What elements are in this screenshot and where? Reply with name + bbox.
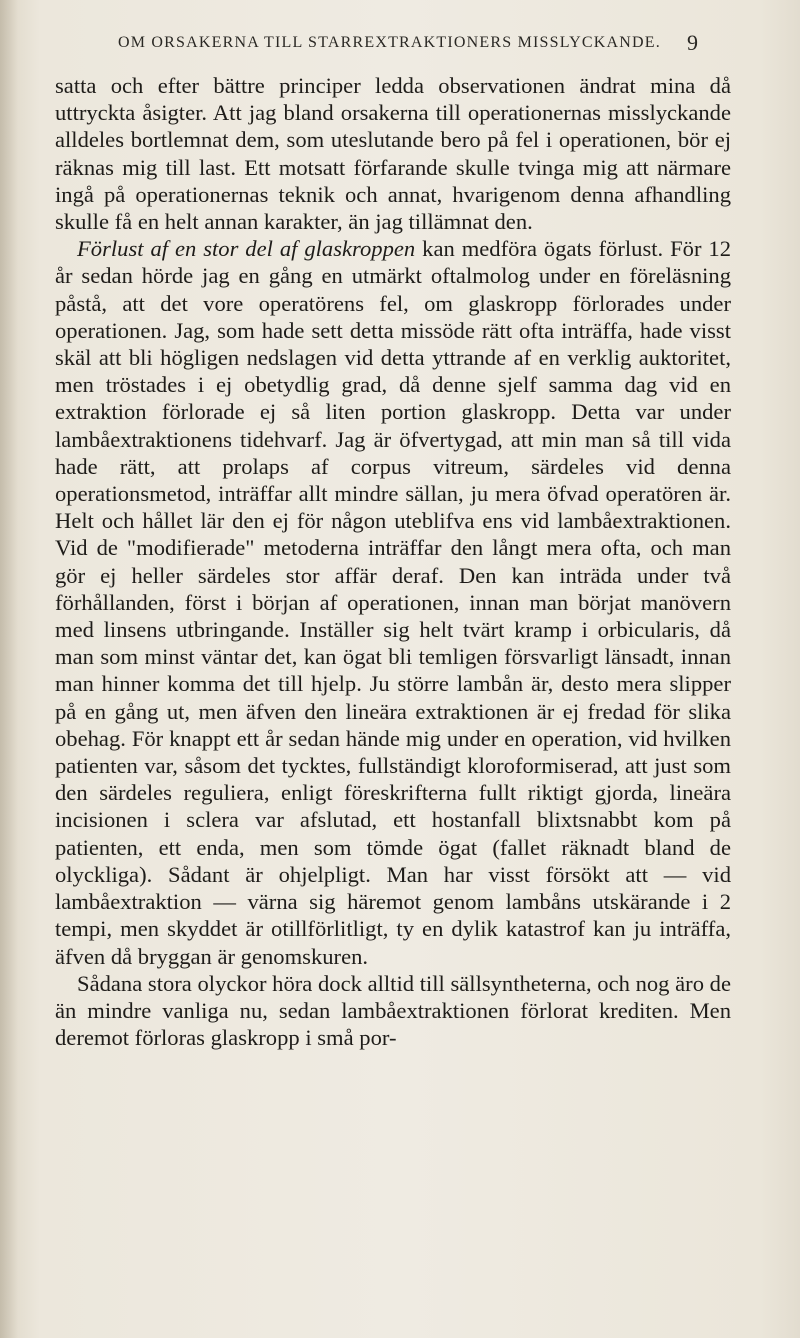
body-text (55, 72, 731, 1051)
page-number: 9 (687, 30, 698, 55)
running-title: OM ORSAKERNA TILL STARREXTRAKTIONERS MISSLYCKANDE. (118, 34, 661, 51)
paragraph-2 (55, 235, 731, 969)
paragraph-2-lead-heading: Förlust af en stor del af glaskroppen (77, 236, 416, 262)
paragraph-1-text: satta och efter bättre principer ledda observationen ändrat mina då uttryckta åsigter. Att jag bland orsakerna till operationernas misslyckande alldeles bortlemnat dem, som uteslutande bero på fel i operationen, bör ej räknas mig till last. Ett motsatt förfarande skulle tvinga mig att närmare ingå på operationernas teknik och annat, hvarigenom denna afhandling skulle få en helt annan karakter, än jag tillämnat den. (55, 73, 731, 235)
page-gutter-shadow (0, 0, 18, 1338)
paragraph-3-text: Sådana stora olyckor höra dock alltid till sällsyntheterna, och nog äro de än mindre vanliga nu, sedan lambåextraktionen förlorat krediten. Men deremot förloras glaskropp i små por- (55, 970, 731, 1051)
paragraph-2-text: kan medföra ögats förlust. För 12 år sedan hörde jag en gång en utmärkt oftalmolog under en föreläsning påstå, att det vore operatörens fel, om glaskropp förlorades under operationen. Jag, som hade sett detta missöde rätt ofta inträffa, hade visst skäl att bli högligen nedslagen vid detta yttrande af en verklig auktoritet, men tröstades i ej obetydlig grad, då denne sjelf samma dag vid en extraktion förlorade ej så liten portion glaskropp. Detta var under lambåextraktionens tidehvarf. Jag är öfvertygad, att min man så till vida hade rätt, att prolaps af corpus vitreum, särdeles vid denna operationsmetod, inträffar allt mindre sällan, ju mera öfvad operatören är. Helt och hållet lär den ej för någon uteblifva ens vid lambåextraktionen. Vid de "modifierade" metoderna inträffar den långt mera ofta, och man gör ej heller särdeles stor affär deraf. Den kan inträda under två förhållanden, först i början af operationen, innan man börjat manövern med linsens utbringande. Inställer sig helt tvärt kramp i orbicularis, då man som minst väntar det, kan ögat bli temligen försvarligt länsadt, innan man hinner komma det till hjelp. Ju större lambån är, desto mera slipper på en gång ut, men äfven den lineära extraktionen är ej fredad för slika obehag. För knappt ett år sedan hände mig under en operation, vid hvilken patienten var, såsom det tycktes, fullständigt kloroformiserad, att just som den särdeles reguliera, enligt föreskrifterna fullt riktigt gjorda, lineära incisionen i sclera var afslutad, ett hostanfall blixtsnabbt kom på patienten, ett enda, men som tömde ögat (fallet räknadt bland de olyckliga). Sådant är ohjelpligt. Man har visst försökt att — vid lambåextraktion — värna sig häremot genom lambåns utskärande i 2 tempi, men skyddet är otillförlitligt, ty en dylik katastrof kan ju inträffa, äfven då bryggan är genomskuren. (55, 236, 731, 969)
paragraph-3 (55, 970, 731, 1052)
paragraph-1 (55, 72, 731, 235)
